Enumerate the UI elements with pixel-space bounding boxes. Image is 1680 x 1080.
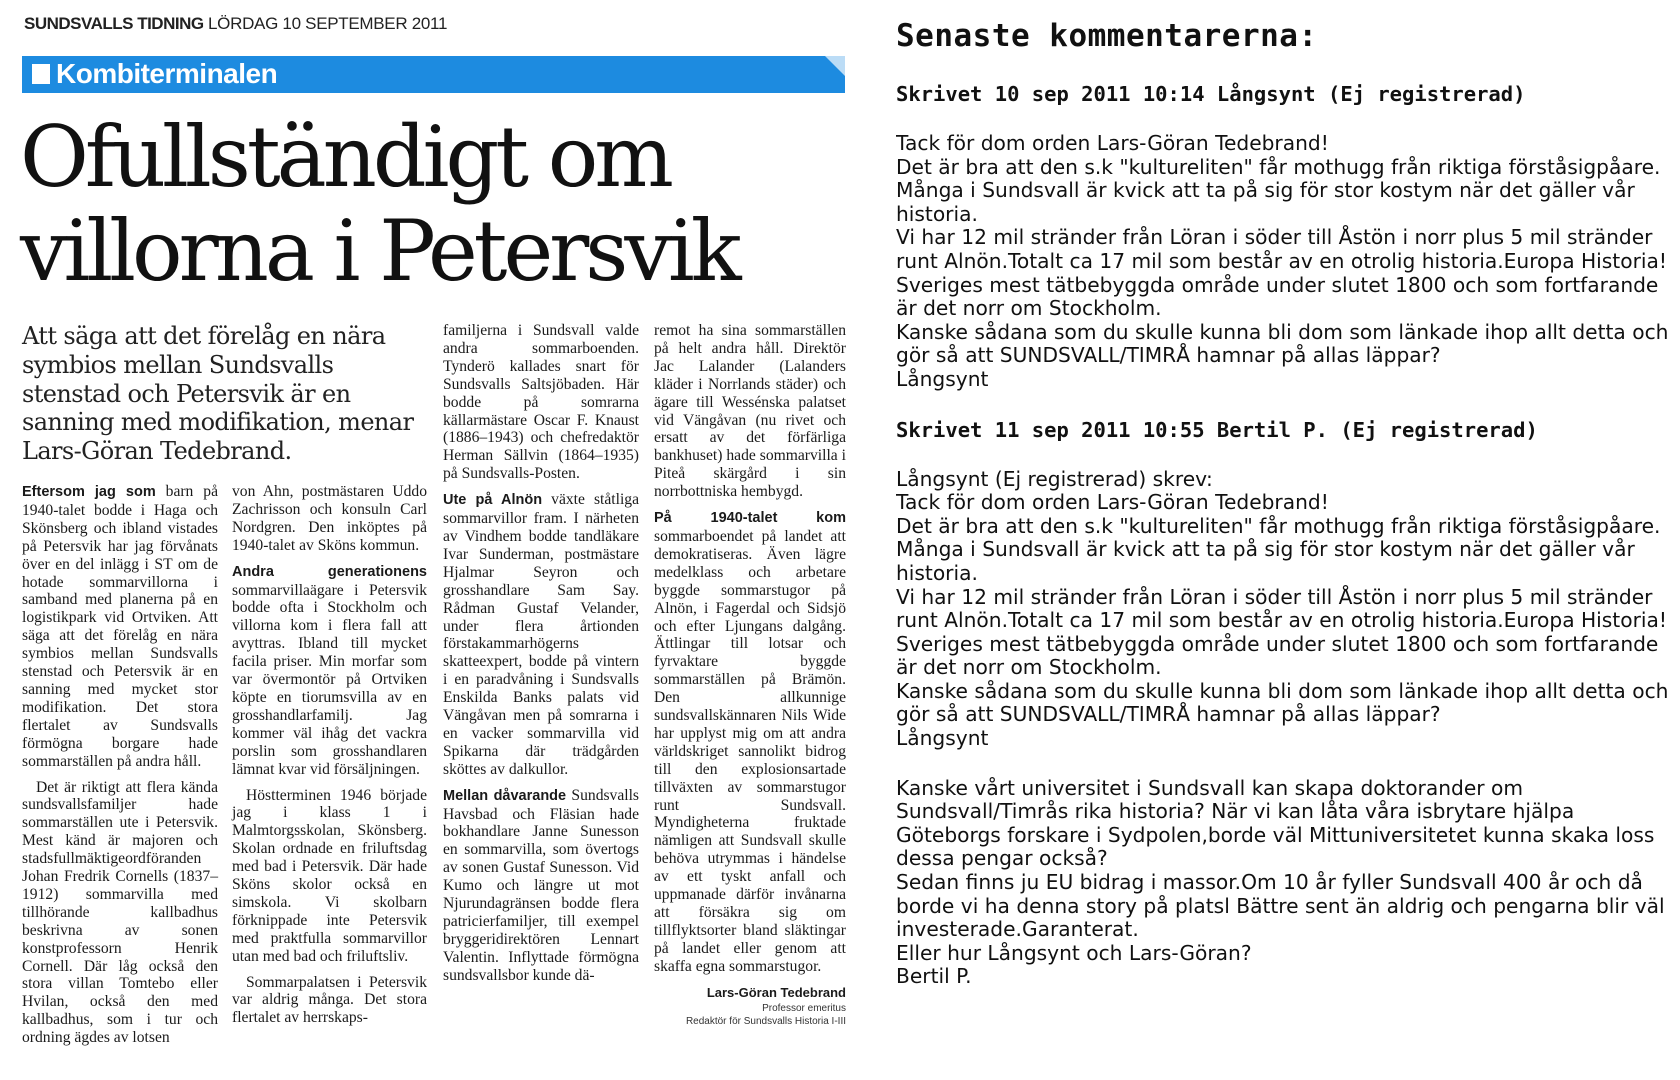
- paragraph: [443, 491, 639, 779]
- paragraph: [232, 483, 427, 555]
- article-column-3: [443, 322, 639, 993]
- paragraph: [654, 322, 846, 501]
- author-role: Professor emeritus: [762, 1002, 846, 1014]
- paragraph-text: växte ståtliga sommarvillor fram. I närheten av Vindhem bodde tandläkare Ivar Sunderman, postmästare Hjalmar Seyron och grosshandlare Sam Say. Rådman Gustaf Velander, under flera årtionden förstakammarhögerns skatteexpert, bodde på vintern i en paradvåning i Sundsvalls Enskilda Banks palats vid Vängåvan men på somrarna i en vacker sommarvilla vid Spikarna där trädgården sköttes av dalkullor.: [443, 491, 639, 778]
- paragraph: [654, 509, 846, 976]
- paragraph-text: remot ha sina sommarställen på helt andra håll. Direktör Jac Lalander (Lalanders kläder i Norrlands städer) och ägare till Wessénska palatset vid Vängåvan (nu rivet och ersatt av det förfärliga bankhuset) hade sommarvilla i Piteå skärgård i sin norrbottniska hembygd.: [654, 322, 846, 501]
- comment-quote: [896, 468, 1676, 751]
- comment-line: Kanske vårt universitet i Sundsvall kan skapa doktorander om Sundsvall/Timrås rika historia? När vi kan låta våra isbrytare hjälpa Göteborgs forskare i Sydpolen,borde väl Mittuniversitetet kunna skaka loss dessa pengar också?: [896, 775, 1661, 871]
- comment-line: Vi har 12 mil stränder från Löran i söder till Åstön i norr plus 5 mil stränder runt Alnön.Totalt ca 17 mil som består av en otrolig historia.Europa Historia!: [896, 584, 1667, 633]
- comments-panel: [896, 18, 1676, 1080]
- comment-line: Kanske sådana som du skulle kunna bli dom som länkade ihop allt detta och gör så att SUNDSVALL/TIMRÅ hamnar på allas läppar?: [896, 678, 1675, 727]
- comment-reply: [896, 777, 1676, 989]
- section-label: Kombiterminalen: [56, 58, 278, 89]
- author-name: Lars-Göran Tedebrand: [706, 984, 846, 1000]
- masthead-date: LÖRDAG 10 SEPTEMBER 2011: [208, 14, 448, 33]
- paragraph-text: Sundsvalls Havsbad och Fläsian hade bokhandlare Janne Sunesson en sommarvilla, som övertogs av sonen Gustaf Sunesson. Vid Kumo och längre ut mot Njurundagränsen bodde flera patricierfamiljer, till exempel bryggeridirektören Lennart Valentin. Inflyttade förmögna sundsvallsbor kunde dä-: [443, 786, 640, 984]
- paragraph: [22, 779, 218, 1048]
- comment-line: Många i Sundsvall är kvick att ta på sig för stor kostym när det gäller vår historia.: [896, 178, 1642, 226]
- paragraph-lead: Mellan dåvarande: [443, 787, 567, 804]
- comment-line: Eller hur Långsynt och Lars-Göran?: [896, 940, 1252, 965]
- masthead: [24, 14, 447, 34]
- author-role: Redaktör för Sundsvalls Historia I-III: [685, 1015, 846, 1027]
- comment-line: Det är bra att den s.k "kultureliten" får mothugg från riktiga förståsigpåare.: [896, 513, 1661, 538]
- byline: [654, 984, 846, 1028]
- comment-header: Skrivet 10 sep 2011 10:14 Långsynt (Ej registrerad): [896, 82, 1526, 106]
- comment-line: Kanske sådana som du skulle kunna bli dom som länkade ihop allt detta och gör så att SUNDSVALL/TIMRÅ hamnar på allas läppar?: [896, 319, 1675, 368]
- article-column-2: [232, 483, 427, 1035]
- article-headline: Ofullständigt om villorna i Petersvik: [20, 108, 738, 301]
- article-column-1: [22, 483, 218, 1055]
- paragraph: [443, 322, 639, 483]
- paragraph: [232, 563, 427, 779]
- paragraph-text: barn på 1940-talet bodde i Haga och Skönsberg och ibland vistades på Petersvik har jag förvånats över en del inlägg i ST om de hotade sommarvillorna i samband med planerna på en logistikpark vid Ortviken. Att säga att det förelåg en nära symbios mellan Sundsvalls stenstad och Petersvik är en sanning med mycket stor modifikation. Det stora flertalet av Sundsvalls förmögna borgare hade sommarställen på andra håll.: [22, 483, 218, 770]
- masthead-paper: SUNDSVALLS TIDNING: [24, 14, 204, 33]
- paragraph: [232, 787, 427, 966]
- comment-line: Sveriges mest tätbebyggda område under slutet 1800 och som fortfarande är det norr om Stockholm.: [896, 631, 1665, 680]
- paragraph-text: sommarvillaägare i Petersvik bodde ofta i Stockholm och villorna kom i flera fall att avyttras. Ibland till mycket facila priser. Min morfar som var övermontör på Ortviken köpte en tiorumsvilla av en grosshandlarfamilj. Jag kommer väl ihåg det vackra porslin som grosshandlaren lämnat kvar vid försäljningen.: [232, 581, 427, 778]
- comment-signature: Bertil P.: [896, 964, 972, 989]
- comment-line: Långsynt (Ej registrerad) skrev:: [896, 466, 1213, 491]
- article-column-4: [654, 322, 846, 1028]
- paragraph-text: familjerna i Sundsvall valde andra sommarboenden. Tynderö kallades snart för Sundsvalls Saltsjöbaden. Här bodde på somrarna källarmästare Oscar F. Knaust (1886–1943) och chefredaktör Herman Sällvin (1864–1935) på Sundsvalls-Posten.: [443, 322, 639, 483]
- section-square-icon: [32, 64, 50, 84]
- comment-signature: Långsynt: [896, 366, 989, 391]
- comment-line: Sveriges mest tätbebyggda område under slutet 1800 och som fortfarande är det norr om Stockholm.: [896, 272, 1665, 321]
- paragraph-text: Det är riktigt att flera kända sundsvallsfamiljer hade sommarställen ute i Petersvik. Mest känd är majoren och stadsfullmäktigeordföranden Johan Fredrik Cornells (1837–1912) sommarvilla med tillhörande kallbadhus beskrivna av sonen konstprofessorn Henrik Cornell. Där låg också den stora villan Tomtebo eller Hvilan, också den med kallbadhus, som i tur och ordning ägdes av lotsen: [22, 778, 218, 1047]
- section-bar: [22, 56, 845, 93]
- comments-heading: Senaste kommentarerna:: [896, 18, 1318, 54]
- paragraph: [232, 974, 427, 1028]
- paragraph-lead: Eftersom jag som: [22, 484, 156, 500]
- paragraph: [443, 787, 639, 985]
- comment-line: Tack för dom orden Lars-Göran Tedebrand!: [896, 131, 1329, 155]
- comment-body: [896, 132, 1676, 392]
- comment-line: Sedan finns ju EU bidrag i massor.Om 10 år fyller Sundsvall 400 år och då borde vi ha denna story på platsl Bättre sent än aldrig och pengarna blir väl investerade.Garanterat.: [896, 870, 1672, 942]
- paragraph-lead: Andra generationens: [232, 563, 427, 580]
- comment-header: Skrivet 11 sep 2011 10:55 Bertil P. (Ej registrerad): [896, 417, 1538, 442]
- comment-line: Vi har 12 mil stränder från Löran i söder till Åstön i norr plus 5 mil stränder runt Alnön.Totalt ca 17 mil som består av en otrolig historia.Europa Historia!: [896, 225, 1667, 273]
- comment-line: Tack för dom orden Lars-Göran Tedebrand!: [896, 490, 1329, 515]
- paragraph-text: Höstterminen 1946 började jag i klass 1 i Malmtorgsskolan, Skönsberg. Skolan ordnade en friluftsdag med bad i Petersvik. Där hade Sköns skolor också en simskola. Vi skolbarn förknippade inte Petersvik med praktfulla sommarvillor utan med bad och friluftsliv.: [232, 786, 427, 965]
- paragraph-lead: Ute på Alnön: [443, 492, 543, 509]
- comment-signature: Långsynt: [896, 726, 989, 751]
- paragraph-text: Sommarpalatsen i Petersvik var aldrig många. Det stora flertalet av herrskaps-: [232, 973, 427, 1027]
- paragraph: [22, 483, 218, 771]
- article-ingress: Att säga att det förelåg en nära symbios mellan Sundsvalls stenstad och Petersvik är en sanning med modifikation, menar Lars-Göran Tedebrand.: [22, 322, 414, 466]
- paragraph-text: von Ahn, postmästaren Uddo Zachrisson och konsuln Carl Nordgren. Den inköptes på 1940-talet av Sköns kommun.: [232, 483, 427, 554]
- comment-line: Många i Sundsvall är kvick att ta på sig för stor kostym när det gäller vår historia.: [896, 537, 1642, 585]
- page-corner-icon: [825, 56, 845, 76]
- paragraph-lead: På 1940-talet kom: [654, 510, 846, 527]
- comment-line: Det är bra att den s.k "kultureliten" får mothugg från riktiga förståsigpåare.: [896, 154, 1661, 179]
- paragraph-text: sommarboendet på landet att demokratiseras. Även lägre medelklass och arbetare byggde sommarstugor på Alnön, i Fagerdal och Sidsjö och efter Ljungans dalgång. Ättlingar till lotsar och fyrvaktare byggde sommarställen på Brämön. Den allkunnige sundsvallskännaren Nils Wide har upplyst mig om att andra världskriget sannolikt bidrog till den explosionsartade tillväxten av sommarstugor runt Sundsvall. Myndigheterna fruktade nämligen att Sundsvall skulle behöva utrymmas i händelse av ett tyskt anfall och uppmanade därför invånarna att försäkra sig om tillflyktsorter bland släktingar på landet eller genom att skaffa egna sommarstugor.: [654, 527, 846, 975]
